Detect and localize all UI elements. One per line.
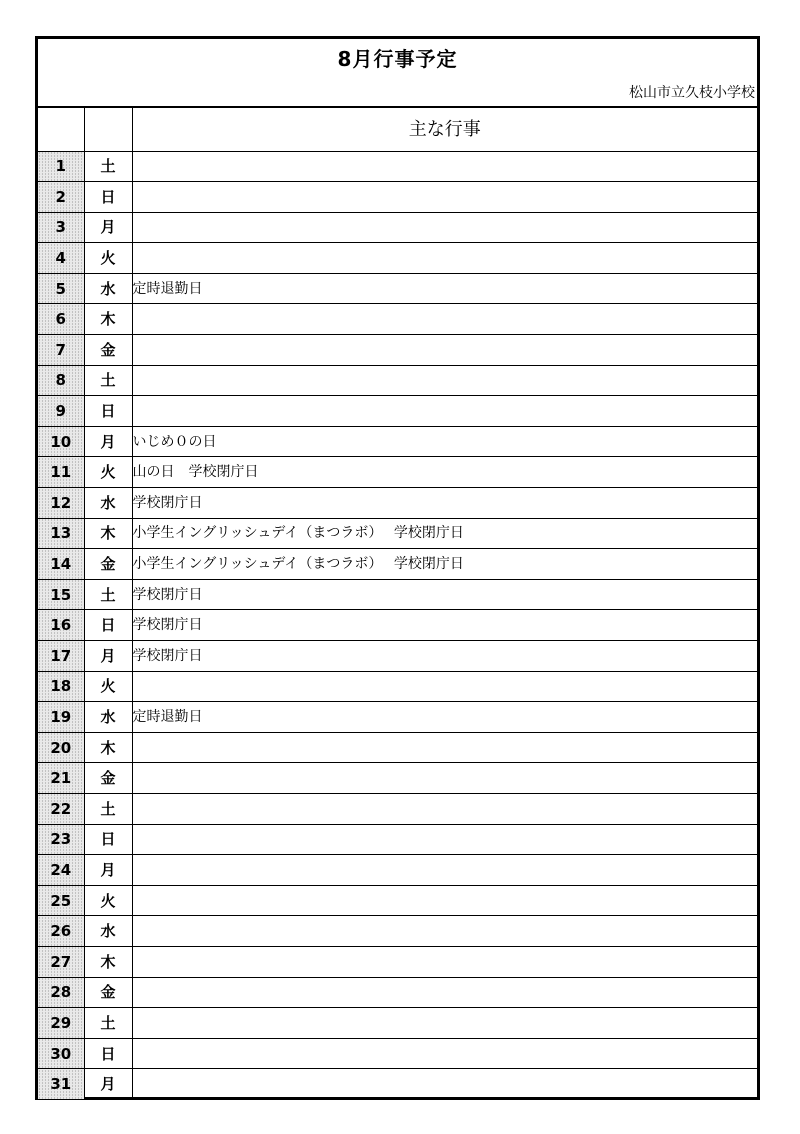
day-number-cell: 29 bbox=[38, 1008, 84, 1039]
day-number-cell: 24 bbox=[38, 855, 84, 886]
day-number-cell: 13 bbox=[38, 518, 84, 549]
day-number-cell: 3 bbox=[38, 212, 84, 243]
day-number-cell: 21 bbox=[38, 763, 84, 794]
table-row bbox=[38, 488, 757, 519]
table-row bbox=[38, 579, 757, 610]
day-number-cell: 5 bbox=[38, 273, 84, 304]
weekday-cell: 水 bbox=[84, 702, 132, 733]
event-cell bbox=[132, 243, 757, 274]
event-cell: いじめ０の日 bbox=[132, 426, 757, 457]
weekday-cell: 火 bbox=[84, 885, 132, 916]
table-row bbox=[38, 549, 757, 580]
event-cell: 小学生イングリッシュデイ（まつラボ） 学校閉庁日 bbox=[132, 518, 757, 549]
event-cell: 学校閉庁日 bbox=[132, 579, 757, 610]
day-number-cell: 2 bbox=[38, 182, 84, 213]
weekday-column-header bbox=[84, 106, 132, 151]
weekday-cell: 水 bbox=[84, 916, 132, 947]
day-number-cell: 15 bbox=[38, 579, 84, 610]
day-number-cell: 11 bbox=[38, 457, 84, 488]
day-number-cell: 8 bbox=[38, 365, 84, 396]
weekday-cell: 水 bbox=[84, 273, 132, 304]
table-row bbox=[38, 151, 757, 182]
event-cell bbox=[132, 732, 757, 763]
table-row bbox=[38, 182, 757, 213]
event-cell: 小学生イングリッシュデイ（まつラボ） 学校閉庁日 bbox=[132, 549, 757, 580]
weekday-cell: 土 bbox=[84, 365, 132, 396]
table-row bbox=[38, 641, 757, 672]
event-cell bbox=[132, 304, 757, 335]
event-cell: 定時退勤日 bbox=[132, 273, 757, 304]
event-cell: 学校閉庁日 bbox=[132, 610, 757, 641]
day-number-cell: 16 bbox=[38, 610, 84, 641]
day-column-header bbox=[38, 106, 84, 151]
table-row bbox=[38, 1069, 757, 1100]
day-number-cell: 31 bbox=[38, 1069, 84, 1100]
weekday-cell: 木 bbox=[84, 518, 132, 549]
weekday-cell: 土 bbox=[84, 1008, 132, 1039]
event-cell: 定時退勤日 bbox=[132, 702, 757, 733]
day-number-cell: 20 bbox=[38, 732, 84, 763]
weekday-cell: 月 bbox=[84, 855, 132, 886]
weekday-cell: 土 bbox=[84, 793, 132, 824]
event-cell bbox=[132, 763, 757, 794]
table-row bbox=[38, 426, 757, 457]
day-number-cell: 23 bbox=[38, 824, 84, 855]
table-row bbox=[38, 1008, 757, 1039]
day-number-cell: 19 bbox=[38, 702, 84, 733]
weekday-cell: 金 bbox=[84, 977, 132, 1008]
event-cell bbox=[132, 1069, 757, 1100]
weekday-cell: 土 bbox=[84, 151, 132, 182]
weekday-cell: 月 bbox=[84, 212, 132, 243]
event-cell bbox=[132, 671, 757, 702]
table-row bbox=[38, 273, 757, 304]
day-number-cell: 25 bbox=[38, 885, 84, 916]
weekday-cell: 金 bbox=[84, 549, 132, 580]
table-row bbox=[38, 855, 757, 886]
weekday-cell: 木 bbox=[84, 304, 132, 335]
table-row bbox=[38, 365, 757, 396]
table-row bbox=[38, 793, 757, 824]
day-number-cell: 27 bbox=[38, 946, 84, 977]
weekday-cell: 木 bbox=[84, 946, 132, 977]
day-number-cell: 14 bbox=[38, 549, 84, 580]
table-row bbox=[38, 824, 757, 855]
event-cell bbox=[132, 1008, 757, 1039]
day-number-cell: 18 bbox=[38, 671, 84, 702]
day-number-cell: 12 bbox=[38, 488, 84, 519]
table-row bbox=[38, 702, 757, 733]
event-cell bbox=[132, 916, 757, 947]
event-cell bbox=[132, 1038, 757, 1069]
weekday-cell: 日 bbox=[84, 1038, 132, 1069]
weekday-cell: 日 bbox=[84, 610, 132, 641]
weekday-cell: 月 bbox=[84, 426, 132, 457]
weekday-cell: 月 bbox=[84, 1069, 132, 1100]
table-row bbox=[38, 732, 757, 763]
day-number-cell: 28 bbox=[38, 977, 84, 1008]
page-title: 8月行事予定 bbox=[337, 47, 458, 71]
table-row bbox=[38, 946, 757, 977]
table-row bbox=[38, 610, 757, 641]
event-cell: 山の日 学校閉庁日 bbox=[132, 457, 757, 488]
weekday-cell: 火 bbox=[84, 457, 132, 488]
table-row bbox=[38, 304, 757, 335]
table-row bbox=[38, 518, 757, 549]
day-number-cell: 1 bbox=[38, 151, 84, 182]
table-row bbox=[38, 335, 757, 366]
day-number-cell: 9 bbox=[38, 396, 84, 427]
event-cell bbox=[132, 855, 757, 886]
event-cell: 学校閉庁日 bbox=[132, 488, 757, 519]
table-row bbox=[38, 763, 757, 794]
event-cell bbox=[132, 396, 757, 427]
event-cell bbox=[132, 885, 757, 916]
weekday-cell: 土 bbox=[84, 579, 132, 610]
weekday-cell: 水 bbox=[84, 488, 132, 519]
event-cell bbox=[132, 946, 757, 977]
weekday-cell: 火 bbox=[84, 243, 132, 274]
table-row bbox=[38, 977, 757, 1008]
day-number-cell: 22 bbox=[38, 793, 84, 824]
event-cell: 学校閉庁日 bbox=[132, 641, 757, 672]
weekday-cell: 金 bbox=[84, 335, 132, 366]
day-number-cell: 10 bbox=[38, 426, 84, 457]
event-cell bbox=[132, 793, 757, 824]
table-row bbox=[38, 671, 757, 702]
weekday-cell: 木 bbox=[84, 732, 132, 763]
schedule-sheet bbox=[35, 36, 760, 1100]
day-number-cell: 30 bbox=[38, 1038, 84, 1069]
day-number-cell: 26 bbox=[38, 916, 84, 947]
table-row bbox=[38, 1038, 757, 1069]
schedule-table bbox=[38, 106, 757, 1099]
event-cell bbox=[132, 824, 757, 855]
event-cell bbox=[132, 977, 757, 1008]
event-cell bbox=[132, 365, 757, 396]
day-number-cell: 6 bbox=[38, 304, 84, 335]
day-number-cell: 7 bbox=[38, 335, 84, 366]
table-header-row bbox=[38, 106, 757, 151]
table-row bbox=[38, 396, 757, 427]
weekday-cell: 火 bbox=[84, 671, 132, 702]
event-cell bbox=[132, 335, 757, 366]
table-row bbox=[38, 916, 757, 947]
schedule-body bbox=[38, 151, 757, 1099]
table-row bbox=[38, 885, 757, 916]
title-block bbox=[38, 39, 757, 108]
day-number-cell: 4 bbox=[38, 243, 84, 274]
event-cell bbox=[132, 212, 757, 243]
day-number-cell: 17 bbox=[38, 641, 84, 672]
weekday-cell: 金 bbox=[84, 763, 132, 794]
school-name: 松山市立久枝小学校 bbox=[629, 85, 755, 101]
event-cell bbox=[132, 182, 757, 213]
events-column-header: 主な行事 bbox=[132, 106, 757, 151]
event-cell bbox=[132, 151, 757, 182]
table-row bbox=[38, 212, 757, 243]
table-row bbox=[38, 457, 757, 488]
weekday-cell: 日 bbox=[84, 824, 132, 855]
weekday-cell: 月 bbox=[84, 641, 132, 672]
weekday-cell: 日 bbox=[84, 182, 132, 213]
table-row bbox=[38, 243, 757, 274]
weekday-cell: 日 bbox=[84, 396, 132, 427]
